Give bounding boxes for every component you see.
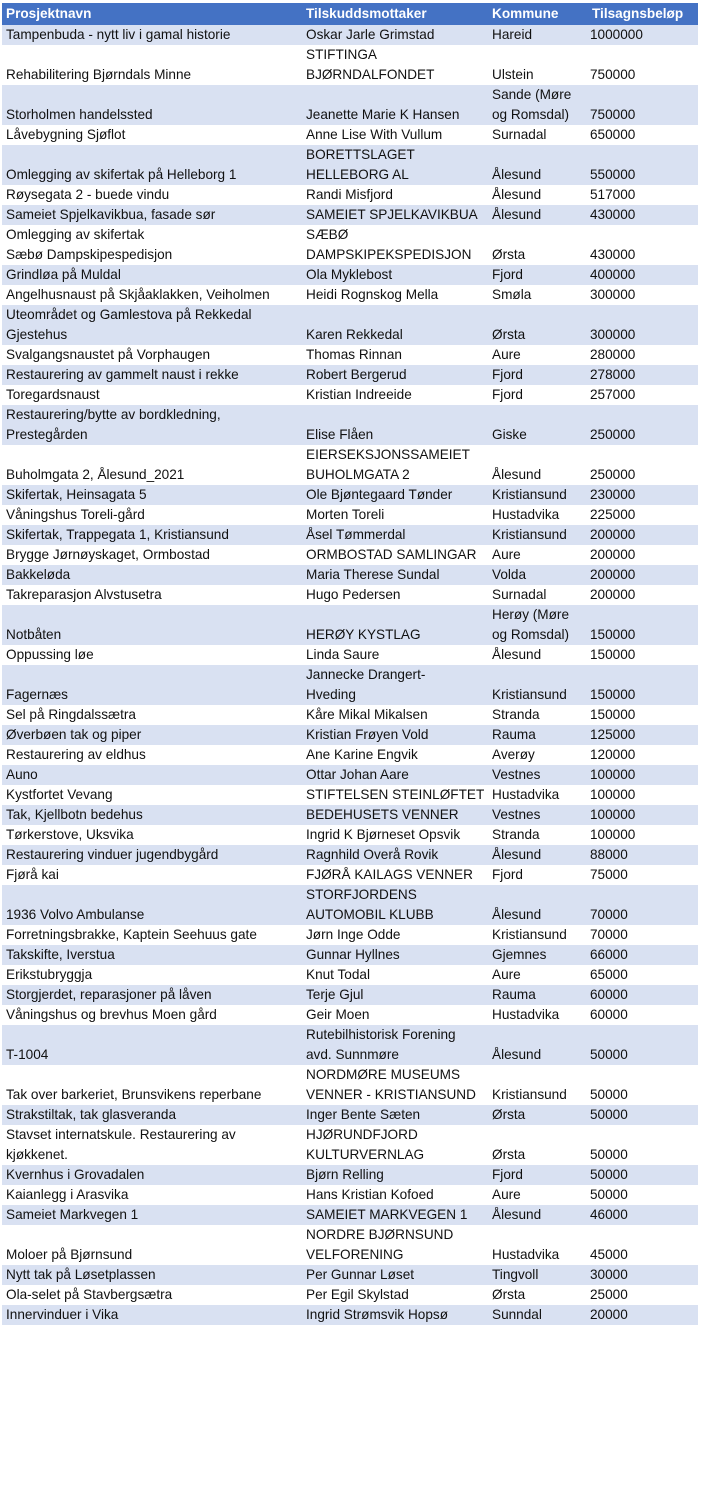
amount-cell: 120000 bbox=[588, 745, 698, 765]
recipient-cell: Åsel Tømmerdal bbox=[302, 525, 488, 545]
project-name-cell: Låvebygning Sjøflot bbox=[2, 125, 302, 145]
table-row bbox=[2, 285, 698, 305]
recipient-cell: Heidi Rognskog Mella bbox=[302, 285, 488, 305]
project-name-cell: Rehabilitering Bjørndals Minne bbox=[2, 45, 302, 85]
municipality-cell: Fjord bbox=[488, 865, 588, 885]
municipality-cell: Hustadvika bbox=[488, 505, 588, 525]
table-row bbox=[2, 565, 698, 585]
table-row bbox=[2, 545, 698, 565]
project-name-cell: Skifertak, Heinsagata 5 bbox=[2, 485, 302, 505]
table-row bbox=[2, 725, 698, 745]
municipality-cell: Kristiansund bbox=[488, 525, 588, 545]
project-name-cell: Svalgangsnaustet på Vorphaugen bbox=[2, 345, 302, 365]
table-row bbox=[2, 585, 698, 605]
project-name-cell: Øverbøen tak og piper bbox=[2, 725, 302, 745]
project-name-cell: Toregardsnaust bbox=[2, 385, 302, 405]
project-name-cell: Restaurering av eldhus bbox=[2, 745, 302, 765]
table-row bbox=[2, 1165, 698, 1185]
table-row bbox=[2, 745, 698, 765]
amount-cell: 50000 bbox=[588, 1025, 698, 1065]
amount-cell: 150000 bbox=[588, 665, 698, 705]
project-name-cell: Røysegata 2 - buede vindu bbox=[2, 185, 302, 205]
municipality-cell: Kristiansund bbox=[488, 1065, 588, 1105]
municipality-cell: Averøy bbox=[488, 745, 588, 765]
recipient-cell: Gunnar Hyllnes bbox=[302, 945, 488, 965]
amount-cell: 200000 bbox=[588, 545, 698, 565]
recipient-cell: Per Gunnar Løset bbox=[302, 1265, 488, 1285]
table-row bbox=[2, 145, 698, 185]
municipality-cell: Ålesund bbox=[488, 645, 588, 665]
project-name-cell: Uteområdet og Gamlestova på Rekkedal Gjestehus bbox=[2, 305, 302, 345]
recipient-cell: HERØY KYSTLAG bbox=[302, 605, 488, 645]
recipient-cell: Bjørn Relling bbox=[302, 1165, 488, 1185]
column-header-recipient: Tilskuddsmottaker bbox=[302, 3, 488, 25]
municipality-cell: Gjemnes bbox=[488, 945, 588, 965]
municipality-cell: Ålesund bbox=[488, 145, 588, 185]
municipality-cell: Hustadvika bbox=[488, 1225, 588, 1265]
amount-cell: 300000 bbox=[588, 285, 698, 305]
amount-cell: 60000 bbox=[588, 1005, 698, 1025]
municipality-cell: Sunndal bbox=[488, 1305, 588, 1325]
table-row bbox=[2, 765, 698, 785]
table-row bbox=[2, 1205, 698, 1225]
table-row bbox=[2, 305, 698, 345]
municipality-cell: Ørsta bbox=[488, 305, 588, 345]
amount-cell: 50000 bbox=[588, 1165, 698, 1185]
recipient-cell: Robert Bergerud bbox=[302, 365, 488, 385]
amount-cell: 257000 bbox=[588, 385, 698, 405]
recipient-cell: Kåre Mikal Mikalsen bbox=[302, 705, 488, 725]
municipality-cell: Fjord bbox=[488, 265, 588, 285]
project-name-cell: Takreparasjon Alvstusetra bbox=[2, 585, 302, 605]
recipient-cell: Knut Todal bbox=[302, 965, 488, 985]
table-row bbox=[2, 1225, 698, 1265]
amount-cell: 25000 bbox=[588, 1285, 698, 1305]
table-row bbox=[2, 1025, 698, 1065]
recipient-cell: ORMBOSTAD SAMLINGAR bbox=[302, 545, 488, 565]
amount-cell: 50000 bbox=[588, 1185, 698, 1205]
recipient-cell: Ingrid K Bjørneset Opsvik bbox=[302, 825, 488, 845]
municipality-cell: Rauma bbox=[488, 725, 588, 745]
project-name-cell: Grindløa på Muldal bbox=[2, 265, 302, 285]
municipality-cell: Kristiansund bbox=[488, 665, 588, 705]
municipality-cell: Kristiansund bbox=[488, 925, 588, 945]
amount-cell: 50000 bbox=[588, 1125, 698, 1165]
municipality-cell: Herøy (Møre og Romsdal) bbox=[488, 605, 588, 645]
recipient-cell: Ragnhild Overå Rovik bbox=[302, 845, 488, 865]
project-name-cell: Innervinduer i Vika bbox=[2, 1305, 302, 1325]
table-row bbox=[2, 225, 698, 265]
municipality-cell: Ørsta bbox=[488, 1125, 588, 1165]
amount-cell: 1000000 bbox=[588, 25, 698, 45]
project-name-cell: Stavset internatskule. Restaurering av kjøkkenet. bbox=[2, 1125, 302, 1165]
recipient-cell: FJØRÅ KAILAGS VENNER bbox=[302, 865, 488, 885]
amount-cell: 50000 bbox=[588, 1105, 698, 1125]
project-name-cell: Fjørå kai bbox=[2, 865, 302, 885]
table-row bbox=[2, 405, 698, 445]
project-name-cell: Moloer på Bjørnsund bbox=[2, 1225, 302, 1265]
municipality-cell: Aure bbox=[488, 1185, 588, 1205]
project-name-cell: Tak, Kjellbotn bedehus bbox=[2, 805, 302, 825]
municipality-cell: Ålesund bbox=[488, 1205, 588, 1225]
table-row bbox=[2, 185, 698, 205]
recipient-cell: NORDRE BJØRNSUND VELFORENING bbox=[302, 1225, 488, 1265]
amount-cell: 250000 bbox=[588, 445, 698, 485]
recipient-cell: Ane Karine Engvik bbox=[302, 745, 488, 765]
amount-cell: 280000 bbox=[588, 345, 698, 365]
municipality-cell: Ålesund bbox=[488, 445, 588, 485]
recipient-cell: STORFJORDENS AUTOMOBIL KLUBB bbox=[302, 885, 488, 925]
municipality-cell: Ørsta bbox=[488, 225, 588, 265]
project-name-cell: Skifertak, Trappegata 1, Kristiansund bbox=[2, 525, 302, 545]
project-name-cell: Omlegging av skifertak på Helleborg 1 bbox=[2, 145, 302, 185]
recipient-cell: Kristian Indreeide bbox=[302, 385, 488, 405]
amount-cell: 100000 bbox=[588, 825, 698, 845]
amount-cell: 88000 bbox=[588, 845, 698, 865]
table-row bbox=[2, 385, 698, 405]
table-row bbox=[2, 445, 698, 485]
project-name-cell: Restaurering vinduer jugendbygård bbox=[2, 845, 302, 865]
table-row bbox=[2, 885, 698, 925]
recipient-cell: Linda Saure bbox=[302, 645, 488, 665]
recipient-cell: Jeanette Marie K Hansen bbox=[302, 85, 488, 125]
municipality-cell: Sande (Møre og Romsdal) bbox=[488, 85, 588, 125]
municipality-cell: Surnadal bbox=[488, 585, 588, 605]
amount-cell: 650000 bbox=[588, 125, 698, 145]
project-name-cell: Takskifte, Iverstua bbox=[2, 945, 302, 965]
amount-cell: 150000 bbox=[588, 705, 698, 725]
project-name-cell: Oppussing løe bbox=[2, 645, 302, 665]
amount-cell: 150000 bbox=[588, 605, 698, 645]
recipient-cell: Ottar Johan Aare bbox=[302, 765, 488, 785]
amount-cell: 230000 bbox=[588, 485, 698, 505]
recipient-cell: Hans Kristian Kofoed bbox=[302, 1185, 488, 1205]
amount-cell: 750000 bbox=[588, 45, 698, 85]
amount-cell: 517000 bbox=[588, 185, 698, 205]
municipality-cell: Ulstein bbox=[488, 45, 588, 85]
table-row bbox=[2, 825, 698, 845]
project-name-cell: Sel på Ringdalssætra bbox=[2, 705, 302, 725]
header-row bbox=[2, 3, 698, 25]
municipality-cell: Fjord bbox=[488, 365, 588, 385]
recipient-cell: SÆBØ DAMPSKIPEKSPEDISJON bbox=[302, 225, 488, 265]
amount-cell: 75000 bbox=[588, 865, 698, 885]
project-name-cell: Våningshus Toreli-gård bbox=[2, 505, 302, 525]
project-name-cell: Restaurering/bytte av bordkledning, Prestegården bbox=[2, 405, 302, 445]
amount-cell: 400000 bbox=[588, 265, 698, 285]
municipality-cell: Vestnes bbox=[488, 805, 588, 825]
table-row bbox=[2, 665, 698, 705]
project-name-cell: Kaianlegg i Arasvika bbox=[2, 1185, 302, 1205]
table-row bbox=[2, 1185, 698, 1205]
amount-cell: 550000 bbox=[588, 145, 698, 185]
amount-cell: 30000 bbox=[588, 1265, 698, 1285]
recipient-cell: SAMEIET SPJELKAVIKBUA bbox=[302, 205, 488, 225]
municipality-cell: Ørsta bbox=[488, 1285, 588, 1305]
amount-cell: 200000 bbox=[588, 585, 698, 605]
table-row bbox=[2, 485, 698, 505]
table-row bbox=[2, 605, 698, 645]
project-name-cell: Sameiet Markvegen 1 bbox=[2, 1205, 302, 1225]
project-name-cell: Tampenbuda - nytt liv i gamal historie bbox=[2, 25, 302, 45]
table-row bbox=[2, 85, 698, 125]
recipient-cell: Hugo Pedersen bbox=[302, 585, 488, 605]
table-row bbox=[2, 925, 698, 945]
municipality-cell: Ørsta bbox=[488, 1105, 588, 1125]
municipality-cell: Stranda bbox=[488, 705, 588, 725]
amount-cell: 200000 bbox=[588, 525, 698, 545]
project-name-cell: Angelhusnaust på Skjåaklakken, Veiholmen bbox=[2, 285, 302, 305]
table-row bbox=[2, 125, 698, 145]
table-row bbox=[2, 845, 698, 865]
recipient-cell: NORDMØRE MUSEUMS VENNER - KRISTIANSUND bbox=[302, 1065, 488, 1105]
column-header-project: Prosjektnavn bbox=[2, 3, 302, 25]
table-row bbox=[2, 1305, 698, 1325]
amount-cell: 150000 bbox=[588, 645, 698, 665]
amount-cell: 300000 bbox=[588, 305, 698, 345]
recipient-cell: Rutebilhistorisk Forening avd. Sunnmøre bbox=[302, 1025, 488, 1065]
recipient-cell: Elise Flåen bbox=[302, 405, 488, 445]
project-name-cell: Notbåten bbox=[2, 605, 302, 645]
column-header-amount: Tilsagnsbeløp bbox=[588, 3, 698, 25]
recipient-cell: Kristian Frøyen Vold bbox=[302, 725, 488, 745]
project-name-cell: Storgjerdet, reparasjoner på låven bbox=[2, 985, 302, 1005]
recipient-cell: SAMEIET MARKVEGEN 1 bbox=[302, 1205, 488, 1225]
municipality-cell: Hareid bbox=[488, 25, 588, 45]
amount-cell: 70000 bbox=[588, 885, 698, 925]
amount-cell: 100000 bbox=[588, 785, 698, 805]
amount-cell: 70000 bbox=[588, 925, 698, 945]
recipient-cell: STIFTINGA BJØRNDALFONDET bbox=[302, 45, 488, 85]
column-header-municipality: Kommune bbox=[488, 3, 588, 25]
amount-cell: 100000 bbox=[588, 765, 698, 785]
amount-cell: 125000 bbox=[588, 725, 698, 745]
amount-cell: 250000 bbox=[588, 405, 698, 445]
table-row bbox=[2, 785, 698, 805]
table-header bbox=[2, 3, 698, 25]
amount-cell: 65000 bbox=[588, 965, 698, 985]
project-name-cell: Ola-selet på Stavbergsætra bbox=[2, 1285, 302, 1305]
recipient-cell: Morten Toreli bbox=[302, 505, 488, 525]
amount-cell: 60000 bbox=[588, 985, 698, 1005]
table-row bbox=[2, 1125, 698, 1165]
table-body bbox=[2, 25, 698, 1325]
table-row bbox=[2, 1065, 698, 1105]
amount-cell: 100000 bbox=[588, 805, 698, 825]
recipient-cell: Terje Gjul bbox=[302, 985, 488, 1005]
municipality-cell: Ålesund bbox=[488, 205, 588, 225]
municipality-cell: Aure bbox=[488, 545, 588, 565]
municipality-cell: Surnadal bbox=[488, 125, 588, 145]
municipality-cell: Smøla bbox=[488, 285, 588, 305]
municipality-cell: Volda bbox=[488, 565, 588, 585]
project-name-cell: T-1004 bbox=[2, 1025, 302, 1065]
recipient-cell: Inger Bente Sæten bbox=[302, 1105, 488, 1125]
amount-cell: 430000 bbox=[588, 225, 698, 265]
recipient-cell: Per Egil Skylstad bbox=[302, 1285, 488, 1305]
amount-cell: 66000 bbox=[588, 945, 698, 965]
table-row bbox=[2, 705, 698, 725]
table-row bbox=[2, 945, 698, 965]
project-name-cell: 1936 Volvo Ambulanse bbox=[2, 885, 302, 925]
project-name-cell: Sameiet Spjelkavikbua, fasade sør bbox=[2, 205, 302, 225]
municipality-cell: Rauma bbox=[488, 985, 588, 1005]
municipality-cell: Fjord bbox=[488, 1165, 588, 1185]
amount-cell: 278000 bbox=[588, 365, 698, 385]
table-row bbox=[2, 985, 698, 1005]
table-row bbox=[2, 1005, 698, 1025]
table-row bbox=[2, 265, 698, 285]
amount-cell: 750000 bbox=[588, 85, 698, 125]
recipient-cell: EIERSEKSJONSSAMEIET BUHOLMGATA 2 bbox=[302, 445, 488, 485]
recipient-cell: Maria Therese Sundal bbox=[302, 565, 488, 585]
municipality-cell: Giske bbox=[488, 405, 588, 445]
municipality-cell: Fjord bbox=[488, 385, 588, 405]
recipient-cell: BEDEHUSETS VENNER bbox=[302, 805, 488, 825]
table-row bbox=[2, 345, 698, 365]
table-row bbox=[2, 1265, 698, 1285]
project-name-cell: Kvernhus i Grovadalen bbox=[2, 1165, 302, 1185]
amount-cell: 20000 bbox=[588, 1305, 698, 1325]
project-name-cell: Restaurering av gammelt naust i rekke bbox=[2, 365, 302, 385]
municipality-cell: Ålesund bbox=[488, 185, 588, 205]
grants-table bbox=[2, 3, 698, 1325]
table-row bbox=[2, 805, 698, 825]
project-name-cell: Forretningsbrakke, Kaptein Seehuus gate bbox=[2, 925, 302, 945]
project-name-cell: Omlegging av skifertak Sæbø Dampskipespedisjon bbox=[2, 225, 302, 265]
recipient-cell: HJØRUNDFJORD KULTURVERNLAG bbox=[302, 1125, 488, 1165]
table-row bbox=[2, 25, 698, 45]
amount-cell: 200000 bbox=[588, 565, 698, 585]
table-row bbox=[2, 645, 698, 665]
recipient-cell: Ole Bjøntegaard Tønder bbox=[302, 485, 488, 505]
municipality-cell: Ålesund bbox=[488, 885, 588, 925]
recipient-cell: Thomas Rinnan bbox=[302, 345, 488, 365]
municipality-cell: Vestnes bbox=[488, 765, 588, 785]
project-name-cell: Brygge Jørnøyskaget, Ormbostad bbox=[2, 545, 302, 565]
municipality-cell: Stranda bbox=[488, 825, 588, 845]
municipality-cell: Hustadvika bbox=[488, 785, 588, 805]
recipient-cell: BORETTSLAGET HELLEBORG AL bbox=[302, 145, 488, 185]
project-name-cell: Bakkeløda bbox=[2, 565, 302, 585]
project-name-cell: Nytt tak på Løsetplassen bbox=[2, 1265, 302, 1285]
amount-cell: 50000 bbox=[588, 1065, 698, 1105]
municipality-cell: Tingvoll bbox=[488, 1265, 588, 1285]
recipient-cell: Geir Moen bbox=[302, 1005, 488, 1025]
project-name-cell: Storholmen handelssted bbox=[2, 85, 302, 125]
amount-cell: 45000 bbox=[588, 1225, 698, 1265]
municipality-cell: Aure bbox=[488, 965, 588, 985]
amount-cell: 430000 bbox=[588, 205, 698, 225]
municipality-cell: Ålesund bbox=[488, 1025, 588, 1065]
table-row bbox=[2, 865, 698, 885]
recipient-cell: Ola Myklebost bbox=[302, 265, 488, 285]
recipient-cell: Anne Lise With Vullum bbox=[302, 125, 488, 145]
recipient-cell: Jannecke Drangert- Hveding bbox=[302, 665, 488, 705]
recipient-cell: Jørn Inge Odde bbox=[302, 925, 488, 945]
project-name-cell: Tørkerstove, Uksvika bbox=[2, 825, 302, 845]
table-row bbox=[2, 365, 698, 385]
municipality-cell: Aure bbox=[488, 345, 588, 365]
recipient-cell: Oskar Jarle Grimstad bbox=[302, 25, 488, 45]
municipality-cell: Ålesund bbox=[488, 845, 588, 865]
table-row bbox=[2, 525, 698, 545]
table-row bbox=[2, 1105, 698, 1125]
table-row bbox=[2, 205, 698, 225]
project-name-cell: Tak over barkeriet, Brunsvikens reperbane bbox=[2, 1065, 302, 1105]
project-name-cell: Strakstiltak, tak glasveranda bbox=[2, 1105, 302, 1125]
project-name-cell: Buholmgata 2, Ålesund_2021 bbox=[2, 445, 302, 485]
project-name-cell: Auno bbox=[2, 765, 302, 785]
recipient-cell: Randi Misfjord bbox=[302, 185, 488, 205]
recipient-cell: Karen Rekkedal bbox=[302, 305, 488, 345]
amount-cell: 46000 bbox=[588, 1205, 698, 1225]
project-name-cell: Kystfortet Vevang bbox=[2, 785, 302, 805]
table-row bbox=[2, 965, 698, 985]
recipient-cell: STIFTELSEN STEINLØFTET bbox=[302, 785, 488, 805]
project-name-cell: Våningshus og brevhus Moen gård bbox=[2, 1005, 302, 1025]
project-name-cell: Erikstubryggja bbox=[2, 965, 302, 985]
project-name-cell: Fagernæs bbox=[2, 665, 302, 705]
municipality-cell: Hustadvika bbox=[488, 1005, 588, 1025]
municipality-cell: Kristiansund bbox=[488, 485, 588, 505]
amount-cell: 225000 bbox=[588, 505, 698, 525]
recipient-cell: Ingrid Strømsvik Hopsø bbox=[302, 1305, 488, 1325]
table-row bbox=[2, 45, 698, 85]
table-row bbox=[2, 505, 698, 525]
table-row bbox=[2, 1285, 698, 1305]
